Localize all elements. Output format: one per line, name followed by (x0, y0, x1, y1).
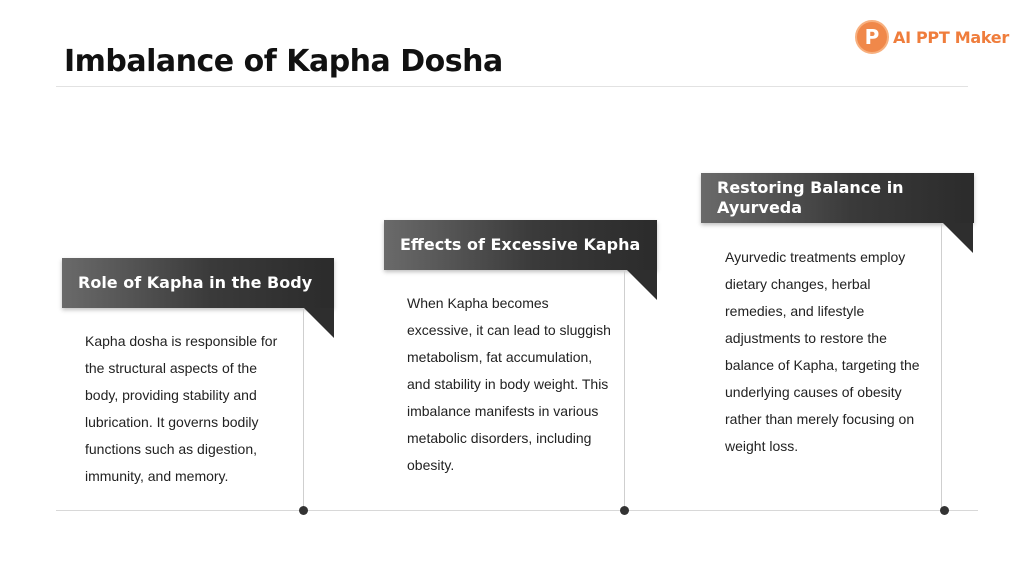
column-body: When Kapha becomes excessive, it can lead to sluggish metabolism, fat accumulation, and stability in body weight. This imbalance manifests in various metabolic disorders, including obesity. (407, 295, 611, 473)
logo-text: AI PPT Maker (893, 27, 1009, 47)
timeline-stem (624, 270, 625, 510)
fold-marker (627, 270, 657, 300)
timeline-stem (303, 308, 304, 510)
timeline-line (56, 510, 978, 511)
fold-marker (943, 223, 973, 253)
column-heading: Effects of Excessive Kapha (384, 220, 657, 270)
timeline-stem (941, 223, 942, 510)
timeline-dot (620, 506, 629, 515)
fold-marker (304, 308, 334, 338)
brand-logo (855, 18, 1009, 56)
column-body: Kapha dosha is responsible for the structural aspects of the body, providing stability and lubrication. It governs bodily functions such as digestion, immunity, and memory. (85, 333, 278, 484)
logo-p-icon: P (855, 20, 889, 54)
column-heading: Restoring Balance in Ayurveda (701, 173, 974, 223)
column-heading: Role of Kapha in the Body (62, 258, 334, 308)
timeline-dot (299, 506, 308, 515)
slide-title: Imbalance of Kapha Dosha (64, 44, 503, 79)
column-body: Ayurvedic treatments employ dietary changes, herbal remedies, and lifestyle adjustments to restore the balance of Kapha, targeting the underlying causes of obesity rather than merely focusing on weight loss. (725, 249, 920, 454)
title-divider (56, 86, 968, 87)
timeline-dot (940, 506, 949, 515)
